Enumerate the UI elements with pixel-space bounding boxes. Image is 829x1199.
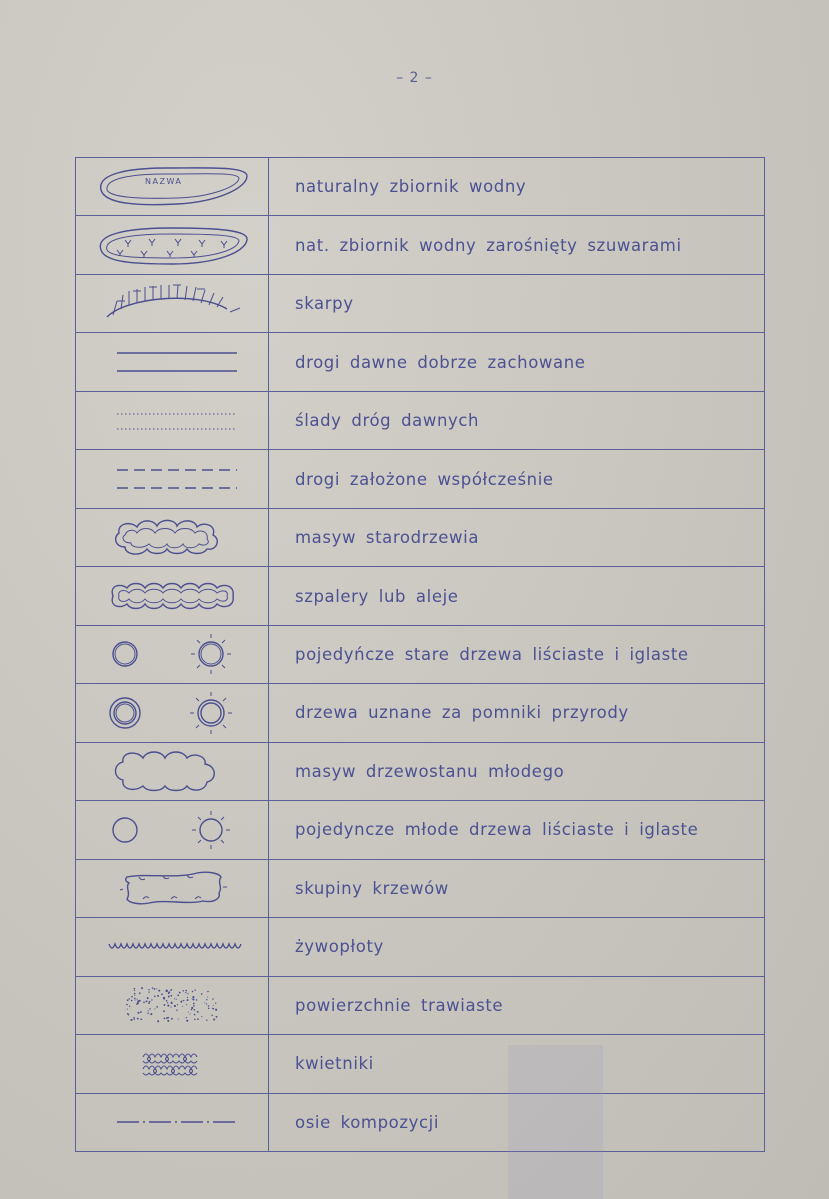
legend-label: masyw starodrzewia xyxy=(295,528,480,548)
legend-row xyxy=(76,567,764,625)
legend-label: powierzchnie trawiaste xyxy=(295,995,504,1015)
legend-label: skarpy xyxy=(295,294,354,314)
legend-row xyxy=(76,1035,764,1093)
legend-label: szpalery lub aleje xyxy=(295,586,459,606)
legend-label: masyw drzewostanu młodego xyxy=(295,761,565,781)
legend-row xyxy=(76,275,764,333)
legend-row xyxy=(76,918,764,976)
legend-row xyxy=(76,801,764,859)
legend-label: osie kompozycji xyxy=(295,1112,440,1132)
natural-monument-trees-icon xyxy=(76,684,269,741)
legend-label: pojedyncze młode drzewa liściaste i iglaste xyxy=(295,820,699,840)
legend-row xyxy=(76,1094,764,1151)
tree-avenue-icon xyxy=(76,567,269,624)
modern-road-icon xyxy=(76,450,269,507)
composition-axis-icon xyxy=(76,1094,269,1151)
legend-label: pojedyńcze stare drzewa liściaste i iglaste xyxy=(295,644,689,664)
legend-table xyxy=(75,157,765,1152)
legend-row xyxy=(76,450,764,508)
page-number: – 2 – xyxy=(396,70,433,86)
single-young-trees-icon xyxy=(76,801,269,858)
grass-area-icon xyxy=(76,977,269,1034)
shrub-group-icon xyxy=(76,860,269,917)
legend-row xyxy=(76,626,764,684)
natural-water-body-icon xyxy=(76,158,269,215)
water-body-with-reeds-icon xyxy=(76,216,269,273)
legend-label: żywopłoty xyxy=(295,937,384,957)
legend-row xyxy=(76,392,764,450)
legend-label: nat. zbiornik wodny zarośnięty szuwarami xyxy=(295,235,682,255)
single-old-trees-icon xyxy=(76,626,269,683)
legend-label: drogi dawne dobrze zachowane xyxy=(295,352,586,372)
legend-row xyxy=(76,509,764,567)
flowerbed-icon xyxy=(76,1035,269,1092)
legend-row xyxy=(76,333,764,391)
legend-row xyxy=(76,684,764,742)
escarpment-icon xyxy=(76,275,269,332)
young-tree-mass-icon xyxy=(76,743,269,800)
legend-row xyxy=(76,216,764,274)
paper-stain xyxy=(508,1045,603,1199)
legend-label: drzewa uznane za pomniki przyrody xyxy=(295,703,629,723)
legend-label: skupiny krzewów xyxy=(295,878,449,898)
old-road-preserved-icon xyxy=(76,333,269,390)
legend-row xyxy=(76,158,764,216)
legend-label: ślady dróg dawnych xyxy=(295,411,480,431)
old-road-traces-icon xyxy=(76,392,269,449)
legend-row xyxy=(76,977,764,1035)
legend-row xyxy=(76,860,764,918)
legend-row xyxy=(76,743,764,801)
legend-label: drogi założone współcześnie xyxy=(295,469,554,489)
legend-label: kwietniki xyxy=(295,1054,374,1074)
old-tree-mass-icon xyxy=(76,509,269,566)
water-name-label: NAZWA xyxy=(145,176,183,186)
legend-label: naturalny zbiornik wodny xyxy=(295,177,527,197)
hedge-icon xyxy=(76,918,269,975)
